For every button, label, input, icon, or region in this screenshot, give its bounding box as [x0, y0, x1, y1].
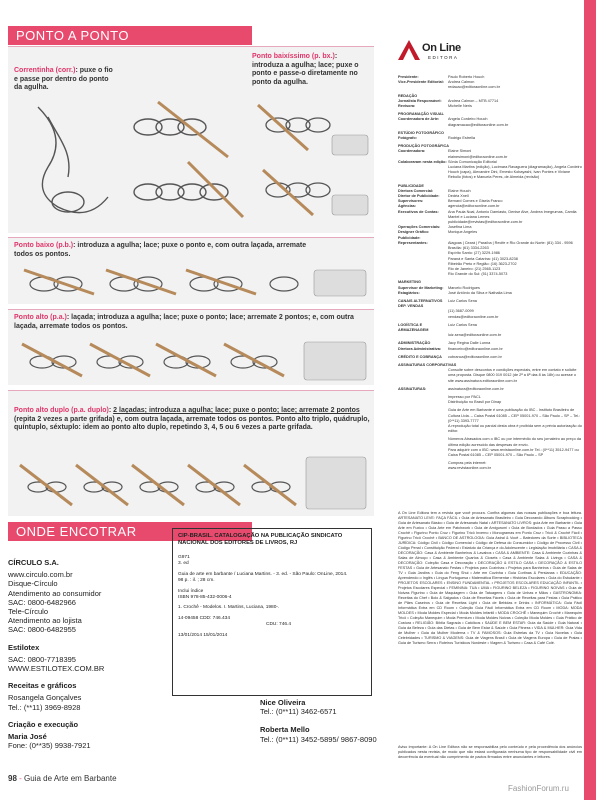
stitch-desc-underlined: 2 laçadas; introduza a agulha; lace; puxe o ponto; lace; arremate 2 pontos [113, 407, 360, 414]
alto-illustration [14, 336, 370, 384]
credits-key: LOGÍSTICA E ARMAZENAGEM [398, 322, 429, 332]
credits-key [398, 368, 448, 384]
credits-value: luiz.sena@editoraonline.com.br [448, 333, 502, 338]
credits-value: (11) 3687-0099 [448, 309, 474, 314]
credits-key [398, 424, 448, 434]
credits-row [398, 315, 582, 320]
credits-key: Executivos de Contas: [398, 209, 439, 214]
cip-line: 3. ed [178, 561, 189, 567]
credits-section-title: MARKETING [398, 280, 421, 285]
credits-row [398, 85, 582, 90]
credits-value: Distribuição no Brasil por Dinap [448, 400, 502, 405]
footer-title: Guia de Arte em Barbante [24, 774, 117, 783]
credits-key: Diretora Administrativa: [398, 346, 442, 351]
credits-key [398, 165, 448, 181]
credits-section-title: PRODUÇÃO FOTOGRÁFICA [398, 144, 449, 149]
credits-value: financeiro@editoraonline.com.br [448, 346, 503, 351]
credits-value: Monique Angeles [448, 230, 478, 235]
credits-value: redacao@editoraonline.com.br [448, 85, 500, 90]
credits-value: Paulo Roberto Houch [448, 75, 485, 79]
credits-row [398, 400, 582, 405]
credits-key: Estagiários: [398, 290, 420, 295]
credits-value: Luciana Martins (edição), Lucimara Ravaguera (diagramação), Angela Cordeiro Houch (capa), Alexandre Dini, Ernesto Kobayashi, Ivan Pontes e Viviane Rebollo (fotos) e Manuela Peres, de Almeida (revisão) [448, 165, 582, 180]
credits-row [398, 424, 582, 434]
credits-row [398, 466, 582, 471]
credits-value: Jacy Regina Dalle Lunna [448, 341, 491, 346]
watermark: FashionForum.ru [508, 784, 569, 793]
credits-row [398, 333, 582, 338]
stitch-desc-b: (repita 2 vezes a parte grifada) e, com outra laçada, arremate todos os pontos. Ponto alto triplo, quádruplo, quíntuplo, séxtuplo: idem ao ponto alto duplo, repetindo 3, 4, 5 ou 6 vezes a parte grifada. [14, 415, 370, 432]
credits-section-title: REDAÇÃO [398, 93, 418, 98]
contact-name: Roberta Mello [260, 725, 310, 735]
side-accent-bar [584, 0, 596, 800]
recipe-phone: Tel.: (**11) 3969-8928 [8, 702, 81, 712]
credits-value: Josefina Lima [448, 225, 472, 230]
credits-value: vendas@editoraonline.com.br [448, 314, 499, 319]
stitch-desc-a: : [108, 407, 114, 414]
stitch-correntinha [14, 67, 118, 93]
cip-title: CIP-BRASIL. CATALOGAÇÃO NA PUBLICAÇÃO SINDICATO NACIONAL DOS EDITORES DE LIVROS, RJ [178, 533, 343, 546]
credits-row [398, 355, 582, 360]
credits-value: Dedéa Xnell [448, 194, 469, 199]
cip-line: 1. Crochê - Modelos. I. Martins, Luciana, 1980-. [178, 605, 280, 611]
credits-row [398, 136, 582, 141]
credits-value: cobranca@editoraonline.com.br [448, 354, 502, 359]
credits-key: Supervisor de Marketing: [398, 285, 444, 290]
credits-value: Ana Paula Noal, Antonio Damiasto, Denise Alve, Andrea Imegrumas, Camila Mantel e Luciana Lemes [448, 209, 577, 219]
contact-phone: Tel.: (0**11) 3462-6571 [260, 707, 337, 717]
credits-row [398, 123, 582, 128]
credits-key [398, 272, 448, 277]
stitch-label: Correntinha (corr.) [14, 67, 76, 74]
credits-value: Sônia Comunicação Editorial [448, 159, 497, 164]
page-number: 98 [8, 774, 17, 783]
credits-key: Presidente: [398, 75, 419, 79]
cip-box [172, 528, 372, 696]
credits-key: CANAIS ALTERNATIVOS DEP. VENDAS [398, 298, 443, 309]
credits-row [398, 230, 582, 240]
stitch-label: Ponto baixíssimo (p. bx.) [252, 53, 335, 60]
stitch-desc: : laçada; introduza a agulha; lace; puxe o ponto; lace; arremate 2 pontos; e, com outra laçada, arremate todos os pontos. [14, 314, 354, 330]
credits-value: A reprodução total ou parcial desta obra é proibida sem a prévia autorização do editor. [448, 423, 582, 434]
supplier-name: Estilotex [8, 642, 40, 652]
credits-section-title: ESTÚDIO FOTOGRÁFICO [398, 130, 444, 135]
credits-value: agencia@editoraonline.com.br [448, 204, 500, 209]
credits-value: assinatura@editoraonline.com.br [448, 386, 504, 391]
credits-value: www.revistaonline.com.br [448, 466, 492, 471]
cip-line: G971 [178, 555, 190, 560]
credits-key: Colaboraram nesta edição: [398, 159, 447, 164]
credits-key: CRÉDITO E COBRANÇA [398, 354, 442, 359]
credits-key [398, 123, 448, 128]
credits-value: Michelle Neris [448, 104, 472, 109]
credits-row [398, 165, 582, 181]
credits-column [398, 72, 582, 472]
credits-value: Angela Cordeiro Houch [448, 117, 488, 122]
credits-key [398, 85, 448, 90]
cip-line: 98 p. : il. ; 28 cm. [178, 578, 215, 584]
cip-line: 13/01/2014 15/01/2014 [178, 632, 228, 638]
stitch-label: Ponto baixo (p.b.) [14, 242, 74, 249]
credits-key: ASSINATURAS: [398, 386, 427, 391]
section-title-ponto-a-ponto: PONTO A PONTO [8, 26, 252, 45]
credits-value: Rio Grande do Sul: (51) 3374-5073 [448, 272, 508, 277]
credits-section-title: ASSINATURAS CORPORATIVAS [398, 362, 457, 367]
page-footer [8, 774, 117, 783]
cip-line: 14-09458 CDD: 746.434 [178, 615, 231, 621]
credits-key: Operações Comerciais: [398, 225, 441, 230]
credits-key [398, 400, 448, 405]
credits-value: elainesimoni@editoraonline.com.br [448, 154, 508, 159]
supplier-line: WWW.ESTILOTEX.COM.BR [8, 664, 105, 674]
credits-row [398, 104, 582, 109]
credits-row [398, 368, 582, 384]
credits-value: Para adquirir com o IBC: www.revistaonline.com.br Tel.: (0**11) 3512-9477 ou Caixa Postal 61085 – CEP 05001-970 – São Paulo – SP [448, 447, 579, 457]
credits-row [398, 272, 582, 277]
recipe-phone: Fone: (0**35) 9938-7921 [8, 741, 91, 751]
credits-value: Andrea Calmon [448, 80, 475, 85]
suppliers-list [8, 558, 158, 750]
cip-line: Guia de arte em barbante / Luciana Martins. - 3. ed. - São Paulo: OnLine, 2014. [178, 571, 348, 577]
credits-key: Representantes: [398, 240, 428, 245]
credits-value: Guia de Arte em Barbante é uma publicação do IBC - Instituto Brasileiro de Cultura Ltda. – Caixa Postal 61085 – CEP 05001-970 – São Paulo – SP – Tel.: (0**11) 3393-7777 [448, 408, 581, 423]
stitch-panel-basic [8, 46, 374, 233]
credits-value: Impresso por PACL [448, 394, 481, 399]
credits-row [398, 448, 582, 458]
credits-value: Marcelo Rodrigues [448, 285, 480, 290]
credits-key: Coordenadora: [398, 149, 426, 154]
stitch-panel-alto-duplo [8, 390, 374, 516]
credits-key: Vice-Presidente Editorial: [398, 80, 444, 85]
recipe-name: Maria José [8, 732, 47, 742]
credits-row [398, 347, 582, 352]
credits-key: Diretora Comercial: [398, 188, 434, 193]
credits-value: Brasília: (61) 3334-2263 [448, 246, 489, 251]
credits-value: José Antônio da Silva e Nathalia Lima [448, 290, 512, 295]
supplier-line: SAC: 0800-6482966 [8, 597, 76, 607]
publications-list: A On Line Editora tem a revista que você procura. Confira algumas das nossas publicações e boa leitura. ARTESANATO LEVE: FAÇA FÁCIL • Guia de Artesanato Brasileiro • Guia Decorando Álbuns Scrapbooking • Guia de Artesanato Básico • Guia de Artesanato Natal • ARTESANATO LIVROS: guia Arte em Barbante • Guia Arte em Fuxico • Guia Arte em Patchwork • Guia de Amigurumi • Guia de Bordados • Guia Passo a Passo Crochê • Figurino Ponto Cruz • Figurino Tricô Inverno • Monogramas em Ponto Cruz • Tricô & Crochê Fácil • Figurino Tricô Crochê • BANCO DE ASTROLOGIA: Guia Astral & Você – Batedores da Sorte • BIBLIOTECA JURÍDICA: Código Civil • Código Comercial • Código de Defesa do Consumidor • Código de Processo Civil • Código Penal • Constituição Federal • Estatuto da Criança e do Adolescente • Legislação Imobiliária • CASA & DECORAÇÃO: Casa & Ambiente Banheiros & Lavabos • CASA & AMBIENTE: Casa & Ambiente Cozinhas & Salas de Almoço • Casa & Ambiente Quartos & Closets • Casa & Ambiente Salas & Livings • CASA & DECORAÇÃO: Coleção Casa e Decoração • DECORAÇÃO & ESTILO CASA • DECORAÇÃO & ESTILO FESTAS • Guia de Artesanato Festas • Projetos para Cozinhas • Projetos para Banheiros • Guia de Salas de TV • Guia Jardins • Guia do Feng Shui • Arte em Cozinha • Guia Cortinas & Persianas • EDUCAÇÃO: Aprendendo o Inglês • Língua Portuguesa • Matemática Elementar • Histórias Escolares • Guia do Estudante • PROJETOS ESCOLARES • ENSINO FUNDAMENTAL • PROJETOS ESCOLARES EDUCAÇÃO INFANTIL • Projetos Escolares Especial • FEMININA: TUA • UMA • FIGURINO BELEZA • FIGURINO NOIVAS • Guia de Noivas Figurino • Guia de Maquiagem • Guia de Tatuagens • Guia de Unhas e Mãos • GASTRONOMIA: Receitas do Chef • Bolo & Salgados • Guia de Receitas Fáceis • Guia de Receitas para Festas • Guia Prático de Pães Caseiros • Guia de Receitas Light • Guia de Bebidas e Drinks • INFORMÁTICA: Guia Fácil Informática Extra em CD Room • Coleção Guia Fácil Informática Extra em CD Room • MODA: MODA MOLDES • Moda Moldes Especial • Moda Moldes Infantil • MODA CROCHÊ • Manequim Crochê • Manequim Tricô • Coleção Manequim • Moda Premium • Moda Moldes Noivas • Coleção Moda Moldes • Guia Prático de Costura • RELIGIÃO: Bíblia Sagrada • Católicos • SAÚDE E BEM ESTAR: Guia da Saúde • Guia Natural • Guia da Beleza • Guia das Dietas • Guia de Bem Estar & Saúde • Guia Fitness • VIDA & MULHER: Guia Vida de Mulher • Guia da Mulher Moderna • TV & FAMOSOS: Guia Estrelas da TV • Guia Novelas • Guia Celebridades • TURISMO & VIAGENS: Guia de Viagens Brasil • Guia de Viagens Europa • Guia de Praias • Guia de Turismo Serra • Roteiros Turísticos Nordeste • Viagem & Turismo • Casa & Café Colé. [398, 511, 582, 645]
credits-value: Luiz Carlos Sena [448, 298, 477, 303]
stitch-label: Ponto alto (p.a.) [14, 314, 67, 321]
credits-row [398, 323, 582, 333]
credits-key: Agências: [398, 204, 417, 209]
section-title-onde-encontrar: ONDE ENCOTRAR [8, 522, 252, 541]
recipe-title: Criação e execução [8, 719, 79, 729]
supplier-line: www.circulo.com.br [8, 570, 73, 580]
stitch-alto-duplo [14, 407, 370, 433]
credits-row [398, 437, 582, 447]
credits-value: diagramacao@editoraonline.com.br [448, 122, 509, 127]
credits-key [398, 315, 448, 320]
credits-value: publicidade@revistas@editoraonline.com.br [448, 220, 523, 225]
baixo-illustration [14, 264, 370, 302]
credits-value: Compras pela internet: [448, 461, 487, 466]
credits-key [398, 448, 448, 458]
credits-value: Bernard Comes e Gisela Franco [448, 199, 503, 204]
credits-key: Designer Gráfico Publicidade: [398, 230, 429, 240]
stitch-panel-baixo [8, 237, 374, 304]
cip-line: Inclui índice [178, 588, 204, 594]
supplier-line: Tele-Círculo [8, 607, 49, 617]
cip-line: ISBN 978-85-432-0006-4 [178, 595, 232, 601]
credits-value: Luiz Carlos Sena [448, 322, 477, 327]
credits-value: Elaine Houch [448, 188, 471, 193]
logo-icon [398, 40, 420, 66]
stitch-desc: : introduza a agulha; lace; puxe o ponto e passe-o diretamente no ponto da agulha. [252, 53, 359, 86]
credits-key [398, 466, 448, 471]
credits-key [398, 437, 448, 447]
supplier-name: CÍRCULO S.A. [8, 558, 59, 567]
supplier-line: SAC: 0800-6482955 [8, 625, 76, 635]
credits-row [398, 299, 582, 309]
logo [398, 40, 468, 68]
stitch-desc: : introduza a agulha; lace; puxe o ponto e, com outra laçada, arremate todos os pontos. [14, 242, 307, 258]
contact-name: Nice Oliveira [260, 698, 306, 707]
stitch-baixissimo [252, 53, 370, 87]
credits-key: Supervisores: [398, 199, 424, 204]
credits-value: Números Atrasados com o IBC ou por intermédio do seu jornaleiro ao preço da última edição acrescido das despesas de envio. [448, 437, 581, 447]
credits-section-title: PUBLICIDADE [398, 183, 424, 188]
credits-value: Consulte sobre descontos e condições especiais, entre em contato e solicite uma proposta. Disque 0800 019 0012 (de 2ª a 6ª das 8 às 18h) ou acesse o site www.assinatura.editoraonline.com.br [448, 368, 577, 383]
stitch-baixo [14, 242, 314, 259]
legal-note: Aviso importante: A On Line Editora não se responsabiliza pelo conteúdo e pela procedência dos anúncios publicados nesta revista, de modo que não estará configurada nenhuma tipo de responsabilidade civil em decorrência da eventual não cumprimento de pactos firmados entre anunciantes e leitores. [398, 745, 582, 759]
contacts-list [260, 698, 390, 744]
credits-key: ADMINISTRAÇÃO [398, 341, 431, 346]
credits-value: Alagoas | Ceará | Paraíba | Recife e Rio Grande do Norte: (81) 334 - 9596 [448, 240, 573, 245]
credits-key [398, 408, 448, 424]
credits-row [398, 408, 582, 424]
credits-key: Diretor de Publicidade: [398, 194, 440, 199]
stitch-alto [14, 314, 370, 331]
credits-value: Rio de Janeiro: (21) 2565-1123 [448, 266, 501, 271]
credits-value: Ribeirão Preto e Região: (16) 3623-2702 [448, 261, 517, 266]
credits-key: Fotógrafo: [398, 136, 417, 141]
credits-section-title: PROGRAMAÇÃO VISUAL [398, 112, 444, 117]
credits-key: Jornalista Responsável: [398, 98, 442, 103]
baixissimo-illustration [248, 95, 372, 229]
credits-value: Rodrigo Estrella [448, 136, 476, 141]
credits-value: Andrea Calmon – MTB 47714 [448, 98, 499, 103]
logo-sub: EDITORA [428, 55, 459, 60]
credits-value: Elaine Simoni [448, 149, 472, 154]
credits-value: Paraná e Santa Catarina: (41) 3023-8238 [448, 256, 518, 261]
contact-phone: Tel.: (0**11) 3452-5895/ 9867-8090 [260, 734, 377, 744]
logo-brand: On Line [422, 42, 461, 54]
credits-row [398, 291, 582, 296]
supplier-line: SAC: 0800-7718395 [8, 654, 76, 664]
recipe-title: Receitas e gráficos [8, 681, 77, 691]
stitch-desc: : puxe o fio e passe por dentro do ponto da agulha. [14, 67, 113, 92]
credits-key [398, 333, 448, 338]
credits-key: Revisora: [398, 104, 416, 109]
cip-body [178, 555, 366, 639]
credits-row [398, 387, 582, 392]
credits-key: Coordenadora de Arte: [398, 117, 440, 122]
credits-value: Espírito Santo: (27) 3229-1986 [448, 251, 500, 256]
supplier-line: Atendimento ao lojista [8, 616, 82, 626]
stitch-panel-alto [8, 309, 374, 385]
stitch-label: Ponto alto duplo (p.a. duplo) [14, 407, 109, 414]
supplier-line: Atendimento ao consumidor [8, 588, 102, 598]
alto-duplo-illustration [14, 453, 370, 513]
footer-separator: - [16, 774, 25, 783]
credits-row [398, 210, 582, 220]
supplier-line: Disque-Círculo [8, 579, 58, 589]
correntinha-illustration [28, 97, 248, 229]
cip-line: CDU: 746.4 [266, 622, 292, 628]
recipe-name: Rosangela Gonçalves [8, 693, 82, 703]
